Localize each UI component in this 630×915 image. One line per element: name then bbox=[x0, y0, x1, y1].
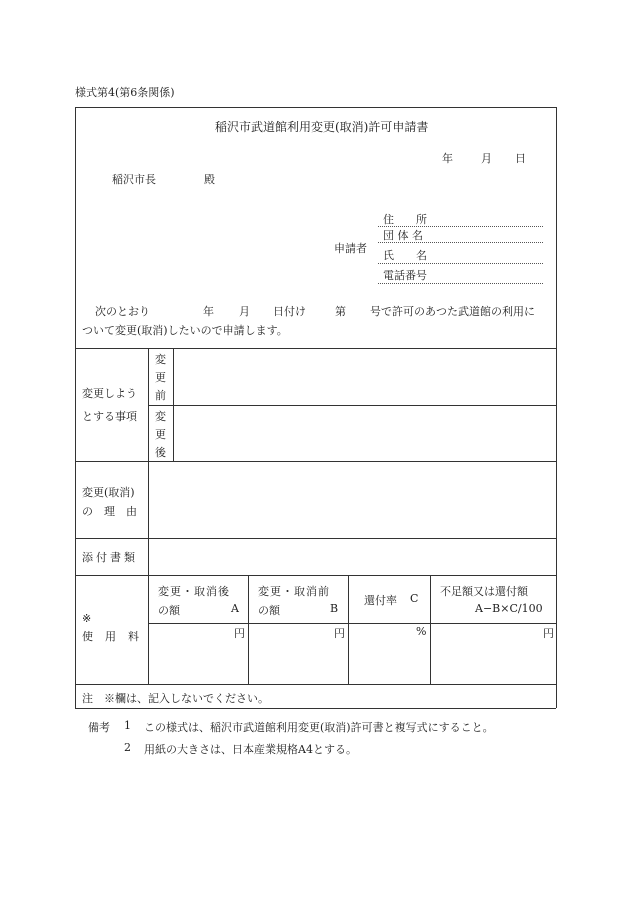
applicant-phone-label: 電話番号 bbox=[383, 269, 427, 282]
frame-right bbox=[556, 107, 557, 708]
addressee-name: 稲沢市長 bbox=[112, 173, 156, 186]
remarks-label: 備考 bbox=[88, 721, 110, 734]
fee-unit-percent: % bbox=[416, 625, 427, 638]
grid-line bbox=[173, 348, 174, 461]
applicant-label: 申請者 bbox=[334, 242, 367, 255]
fee-col2-line1: 変更・取消前 bbox=[258, 585, 330, 598]
fee-col1-code: A bbox=[231, 602, 239, 615]
addressee-suffix: 殿 bbox=[204, 173, 215, 186]
before-char-1: 変 bbox=[155, 353, 166, 366]
body-month: 月 bbox=[239, 305, 250, 318]
body-date-suffix: 日付け bbox=[273, 305, 306, 318]
group-fill-line bbox=[378, 242, 543, 243]
fee-unit-yen-1: 円 bbox=[234, 627, 245, 640]
grid-line bbox=[430, 575, 431, 684]
reason-label-line1: 変更(取消) bbox=[82, 486, 135, 499]
note-text: 注 ※欄は、記入しないでください。 bbox=[82, 692, 269, 705]
change-label-line2: とする事項 bbox=[82, 410, 137, 423]
frame-top bbox=[75, 107, 556, 108]
attachments-label: 添付書類 bbox=[82, 551, 138, 564]
fee-unit-yen-2: 円 bbox=[334, 627, 345, 640]
fee-col4-line2: A−B×C/100 bbox=[475, 602, 543, 615]
body-line2: ついて変更(取消)したいので申請します。 bbox=[82, 324, 288, 337]
fee-col2-code: B bbox=[330, 602, 339, 615]
form-title: 稲沢市武道館利用変更(取消)許可申請書 bbox=[215, 120, 429, 134]
remark-2-number: 2 bbox=[124, 741, 131, 754]
grid-line bbox=[75, 684, 556, 685]
reason-label-line2: の 理 由 bbox=[82, 505, 137, 518]
applicant-address-label: 住 所 bbox=[383, 213, 427, 226]
after-char-1: 変 bbox=[155, 410, 166, 423]
applicant-name-label: 氏 名 bbox=[383, 249, 427, 262]
fee-col4-line1: 不足額又は還付額 bbox=[440, 585, 528, 598]
fee-col3-code: C bbox=[410, 592, 419, 605]
body-number-prefix: 第 bbox=[335, 305, 346, 318]
before-char-2: 更 bbox=[155, 371, 166, 384]
form-number: 様式第4(第6条関係) bbox=[75, 86, 175, 99]
fee-col1-line2: の額 bbox=[158, 604, 180, 617]
grid-line bbox=[148, 405, 556, 406]
body-year: 年 bbox=[203, 305, 214, 318]
remark-1-text: この様式は、稲沢市武道館利用変更(取消)許可書と複写式にすること。 bbox=[144, 721, 494, 734]
fee-col2-line2: の額 bbox=[258, 604, 280, 617]
remark-1-number: 1 bbox=[124, 719, 131, 732]
fee-mark: ※ bbox=[82, 612, 92, 625]
fee-col1-line1: 変更・取消後 bbox=[158, 585, 230, 598]
date-year: 年 bbox=[442, 152, 453, 165]
remark-2-text: 用紙の大きさは、日本産業規格A4とする。 bbox=[144, 743, 357, 756]
body-line1-end: 号で許可のあつた武道館の利用に bbox=[370, 305, 535, 318]
grid-line bbox=[148, 623, 556, 624]
applicant-group-label: 団 体 名 bbox=[383, 229, 423, 242]
grid-line bbox=[348, 575, 349, 684]
phone-fill-line bbox=[378, 283, 543, 284]
name-fill-line bbox=[378, 263, 543, 264]
date-day: 日 bbox=[515, 152, 526, 165]
change-label-line1: 変更しよう bbox=[82, 387, 137, 400]
after-char-2: 更 bbox=[155, 428, 166, 441]
frame-left bbox=[75, 107, 76, 708]
grid-line bbox=[248, 575, 249, 684]
fee-col3-label: 還付率 bbox=[364, 594, 397, 607]
date-month: 月 bbox=[481, 152, 492, 165]
fee-unit-yen-3: 円 bbox=[543, 627, 554, 640]
before-char-3: 前 bbox=[155, 389, 166, 402]
frame-bottom bbox=[75, 708, 556, 709]
after-char-3: 後 bbox=[155, 446, 166, 459]
body-intro: 次のとおり bbox=[95, 305, 150, 318]
fee-label: 使用料 bbox=[82, 630, 151, 643]
